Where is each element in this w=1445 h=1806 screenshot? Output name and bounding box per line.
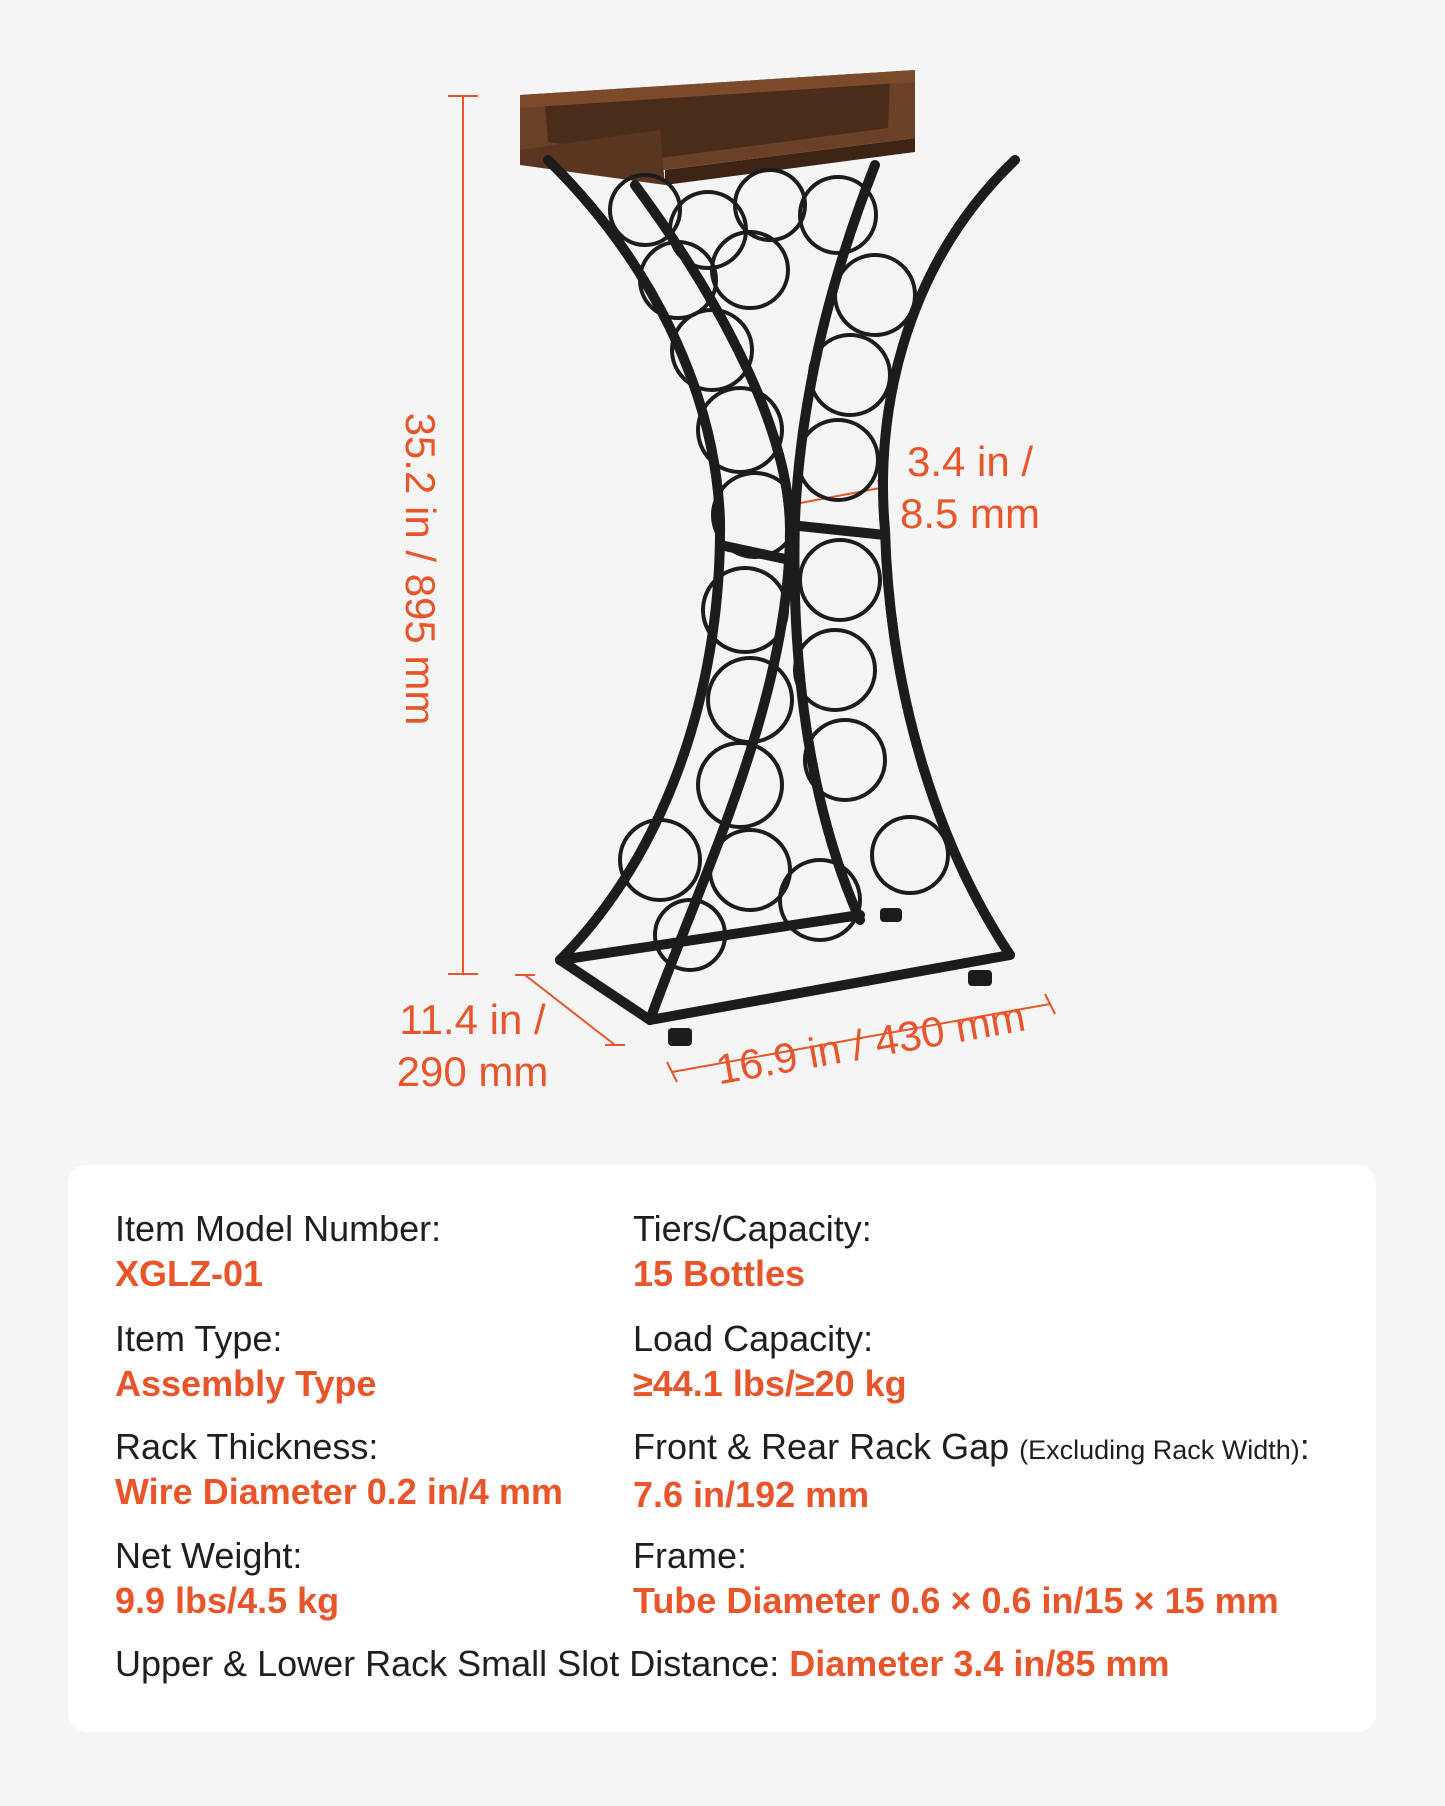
spec-type xyxy=(115,1317,376,1407)
spec-weight-value: 9.9 lbs/4.5 kg xyxy=(115,1580,340,1621)
spec-model-value: XGLZ-01 xyxy=(115,1253,264,1294)
spec-weight xyxy=(115,1534,339,1624)
spec-gap-value: 7.6 in/192 mm xyxy=(633,1474,870,1515)
spec-gap xyxy=(633,1425,1310,1518)
depth-dimension-line1: 11.4 in / xyxy=(399,996,546,1043)
spec-type-label: Item Type: xyxy=(115,1318,283,1359)
spec-frame-label: Frame: xyxy=(633,1535,748,1576)
spec-gap-label: Front & Rear Rack Gap xyxy=(633,1426,1010,1467)
gap-dimension-line1: 3.4 in / xyxy=(906,438,1034,485)
spec-load xyxy=(633,1317,907,1407)
height-dimension-label: 35.2 in / 895 mm xyxy=(397,412,444,726)
spec-tiers xyxy=(633,1207,872,1297)
spec-thickness xyxy=(115,1425,563,1515)
spec-frame xyxy=(633,1534,1279,1624)
spec-weight-label: Net Weight: xyxy=(115,1535,303,1576)
spec-slot-row xyxy=(115,1641,1169,1687)
spec-load-label: Load Capacity: xyxy=(633,1318,874,1359)
spec-thickness-value: Wire Diameter 0.2 in/4 mm xyxy=(115,1471,563,1512)
spec-gap-colon: : xyxy=(1299,1426,1310,1467)
wooden-tray-top xyxy=(520,70,915,185)
gap-dimension-label xyxy=(900,436,1040,540)
spec-slot xyxy=(115,1641,1169,1687)
spec-model xyxy=(115,1207,441,1297)
spec-tiers-label: Tiers/Capacity: xyxy=(633,1208,872,1249)
gap-dimension-line2: 8.5 mm xyxy=(900,490,1041,537)
depth-dimension-line2: 290 mm xyxy=(396,1048,549,1095)
spec-load-value: ≥44.1 lbs/≥20 kg xyxy=(633,1363,907,1404)
spec-model-label: Item Model Number: xyxy=(115,1208,442,1249)
width-dimension-label: 16.9 in / 430 mm xyxy=(712,992,1029,1094)
spec-card xyxy=(68,1165,1376,1732)
depth-dimension-label xyxy=(385,994,560,1098)
spec-slot-label: Upper & Lower Rack Small Slot Distance: xyxy=(115,1643,780,1684)
spec-gap-label-row xyxy=(633,1425,1310,1472)
spec-tiers-value: 15 Bottles xyxy=(633,1253,806,1294)
spec-frame-value: Tube Diameter 0.6 × 0.6 in/15 × 15 mm xyxy=(633,1580,1279,1621)
spec-slot-value: Diameter 3.4 in/85 mm xyxy=(789,1643,1170,1684)
spec-thickness-label: Rack Thickness: xyxy=(115,1426,379,1467)
spec-gap-note: (Excluding Rack Width) xyxy=(1019,1435,1300,1465)
spec-type-value: Assembly Type xyxy=(115,1363,377,1404)
height-dimension-line xyxy=(448,96,478,974)
bottle-rings xyxy=(610,170,948,970)
